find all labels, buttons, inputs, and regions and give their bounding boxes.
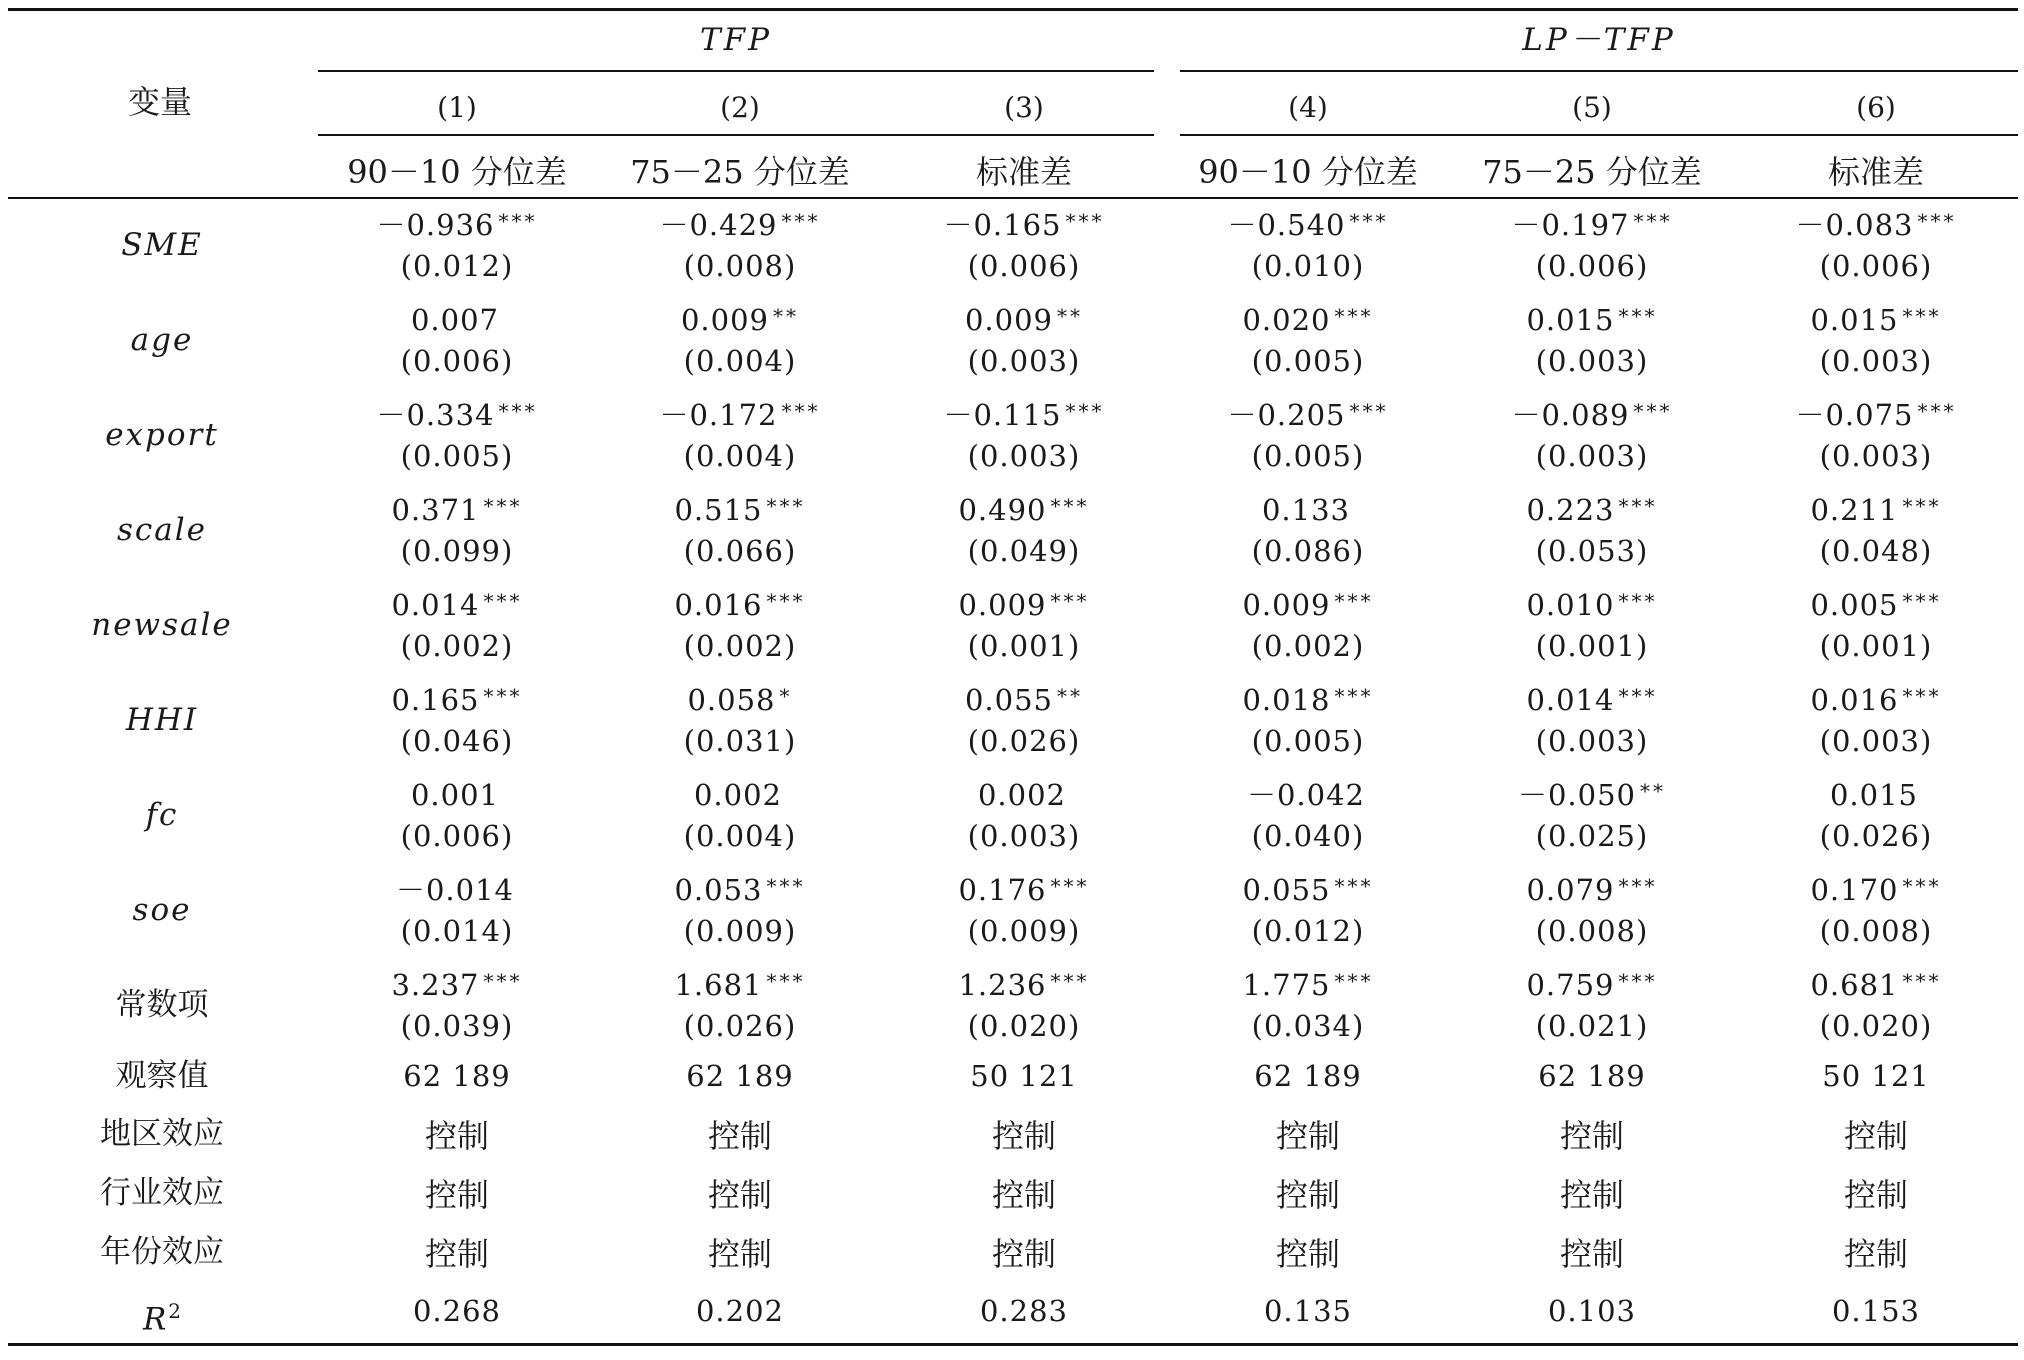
row-label-text: 地区效应 [100, 1116, 224, 1152]
standard-error: (0.021) [1535, 1009, 1649, 1043]
standard-error: (0.046) [400, 724, 514, 758]
group-rule-lp-tfp [1180, 70, 2018, 72]
coefficient-value: －0.540 [1227, 208, 1346, 242]
coefficient-value: 0.058 [687, 683, 776, 717]
stat-value: 控制 [1559, 1176, 1624, 1214]
stat-value: 控制 [424, 1176, 489, 1214]
significance-stars: *** [1334, 874, 1374, 898]
variable-name: 常数项 [115, 987, 209, 1023]
standard-error: (0.003) [1819, 439, 1933, 473]
stat-value: 控制 [1843, 1235, 1908, 1273]
standard-error: (0.009) [683, 914, 797, 948]
coefficient-value: 0.005 [1810, 588, 1899, 622]
standard-error: (0.004) [683, 819, 797, 853]
stat-value: 0.153 [1831, 1294, 1921, 1328]
coefficient-value: －0.075 [1795, 398, 1914, 432]
standard-error: (0.034) [1251, 1009, 1365, 1043]
stat-value: 控制 [1843, 1117, 1908, 1155]
significance-stars: *** [1334, 304, 1374, 328]
variable-name: newsale [91, 607, 233, 643]
coefficient-cell [1741, 682, 2011, 718]
standard-error: (0.049) [967, 534, 1081, 568]
column-label: 75－25 分位差 [1482, 153, 1702, 191]
coefficient-cell [322, 587, 592, 623]
standard-error: (0.004) [683, 439, 797, 473]
colnum-rule-tfp [318, 134, 1154, 136]
significance-stars: *** [1917, 399, 1957, 423]
coefficient-value: 0.009 [680, 303, 770, 337]
standard-error: (0.031) [683, 724, 797, 758]
row-label-text: 观察值 [115, 1058, 209, 1094]
significance-stars: *** [1618, 969, 1658, 993]
coefficient-cell [889, 777, 1159, 813]
standard-error: (0.003) [1535, 344, 1649, 378]
coefficient-cell [605, 207, 875, 243]
coefficient-value: 0.371 [391, 493, 480, 527]
coefficient-cell [1741, 967, 2011, 1003]
coefficient-cell [1741, 872, 2011, 908]
stat-value: 控制 [1559, 1235, 1624, 1273]
significance-stars: *** [1618, 684, 1658, 708]
coefficient-value: －0.205 [1227, 398, 1346, 432]
significance-stars: *** [498, 209, 538, 233]
variable-name: fc [145, 797, 179, 833]
standard-error: (0.086) [1251, 534, 1365, 568]
coefficient-value: 0.002 [977, 778, 1067, 812]
standard-error: (0.009) [967, 914, 1081, 948]
significance-stars: *** [1618, 874, 1658, 898]
standard-error: (0.006) [967, 249, 1081, 283]
coefficient-value: 0.007 [410, 303, 500, 337]
coefficient-value: 0.490 [958, 493, 1047, 527]
standard-error: (0.005) [1251, 439, 1365, 473]
stat-value: 50 121 [970, 1059, 1078, 1093]
header-bottom-rule [8, 197, 2018, 199]
stat-value: 50 121 [1822, 1059, 1930, 1093]
coefficient-cell [1457, 207, 1727, 243]
coefficient-value: 0.010 [1526, 588, 1615, 622]
stat-value: 0.202 [695, 1294, 785, 1328]
column-label: 标准差 [1827, 153, 1924, 191]
coefficient-cell [1173, 587, 1443, 623]
coefficient-cell [1741, 777, 2011, 813]
coefficient-value: 0.001 [410, 778, 500, 812]
significance-stars: *** [781, 399, 821, 423]
stat-value: 控制 [707, 1117, 772, 1155]
variable-header: 变量 [127, 83, 192, 121]
coefficient-cell [322, 967, 592, 1003]
coefficient-value: －0.165 [943, 208, 1062, 242]
row-label [32, 1173, 292, 1213]
coefficient-value: 0.015 [1829, 778, 1919, 812]
standard-error: (0.026) [683, 1009, 797, 1043]
significance-stars: *** [1902, 874, 1942, 898]
column-label: 90－10 分位差 [347, 153, 567, 191]
coefficient-value: 0.133 [1261, 493, 1351, 527]
variable-name: soe [132, 892, 192, 928]
coefficient-cell [605, 397, 875, 433]
stat-value: 控制 [424, 1235, 489, 1273]
significance-stars: *** [1917, 209, 1957, 233]
stat-value: 0.135 [1263, 1294, 1353, 1328]
coefficient-value: 0.009 [958, 588, 1047, 622]
coefficient-cell [605, 872, 875, 908]
coefficient-cell [889, 682, 1159, 718]
standard-error: (0.003) [1819, 344, 1933, 378]
coefficient-value: －0.042 [1246, 778, 1366, 812]
standard-error: (0.002) [400, 629, 514, 663]
column-number: (4) [1288, 91, 1328, 124]
significance-stars: *** [1618, 494, 1658, 518]
significance-stars: *** [1065, 399, 1105, 423]
coefficient-cell [605, 302, 875, 338]
significance-stars: ** [1640, 779, 1667, 803]
coefficient-value: 0.176 [958, 873, 1047, 907]
standard-error: (0.053) [1535, 534, 1649, 568]
coefficient-value: 0.009 [964, 303, 1054, 337]
stat-value: 控制 [707, 1235, 772, 1273]
standard-error: (0.020) [967, 1009, 1081, 1043]
stat-value: 控制 [1275, 1176, 1340, 1214]
coefficient-cell [322, 492, 592, 528]
standard-error: (0.003) [967, 344, 1081, 378]
coefficient-value: 0.211 [1810, 493, 1899, 527]
standard-error: (0.026) [967, 724, 1081, 758]
standard-error: (0.040) [1251, 819, 1365, 853]
row-label-text: 行业效应 [100, 1175, 224, 1211]
stat-value: 0.268 [412, 1294, 502, 1328]
significance-stars: ** [1057, 304, 1084, 328]
significance-stars: *** [1050, 874, 1090, 898]
significance-stars: *** [781, 209, 821, 233]
standard-error: (0.020) [1819, 1009, 1933, 1043]
coefficient-value: 0.079 [1526, 873, 1615, 907]
significance-stars: *** [1618, 589, 1658, 613]
row-label [32, 1114, 292, 1154]
group-header-lp-tfp: LP－TFP [1522, 22, 1676, 58]
standard-error: (0.005) [1251, 724, 1365, 758]
coefficient-value: 0.002 [693, 778, 783, 812]
standard-error: (0.048) [1819, 534, 1933, 568]
variable-name: HHI [125, 702, 199, 738]
column-label: 75－25 分位差 [630, 153, 850, 191]
significance-stars: *** [1349, 209, 1389, 233]
significance-stars: *** [766, 589, 806, 613]
coefficient-cell [322, 302, 592, 338]
column-label: 90－10 分位差 [1198, 153, 1418, 191]
significance-stars: *** [1902, 304, 1942, 328]
coefficient-cell [605, 492, 875, 528]
coefficient-value: 1.681 [674, 968, 763, 1002]
significance-stars: *** [1050, 969, 1090, 993]
coefficient-cell [1173, 777, 1443, 813]
coefficient-value: －0.050 [1517, 778, 1637, 812]
coefficient-value: 0.015 [1810, 303, 1899, 337]
standard-error: (0.066) [683, 534, 797, 568]
significance-stars: *** [1633, 399, 1673, 423]
significance-stars: *** [483, 494, 523, 518]
coefficient-cell [889, 397, 1159, 433]
significance-stars: *** [1618, 304, 1658, 328]
coefficient-cell [1741, 207, 2011, 243]
group-header-tfp: TFP [699, 22, 773, 58]
coefficient-cell [605, 587, 875, 623]
standard-error: (0.003) [967, 439, 1081, 473]
coefficient-cell [1457, 872, 1727, 908]
significance-stars: *** [1902, 969, 1942, 993]
significance-stars: *** [483, 589, 523, 613]
coefficient-value: －0.429 [659, 208, 778, 242]
standard-error: (0.002) [1251, 629, 1365, 663]
standard-error: (0.014) [400, 914, 514, 948]
coefficient-value: 0.018 [1242, 683, 1331, 717]
coefficient-cell [1741, 587, 2011, 623]
coefficient-value: －0.197 [1511, 208, 1630, 242]
coefficient-value: 0.015 [1526, 303, 1615, 337]
significance-stars: *** [1633, 209, 1673, 233]
coefficient-value: －0.115 [943, 398, 1062, 432]
coefficient-value: －0.172 [659, 398, 778, 432]
standard-error: (0.008) [1819, 914, 1933, 948]
column-number: (1) [437, 91, 477, 124]
significance-stars: ** [773, 304, 800, 328]
column-number: (2) [720, 91, 760, 124]
coefficient-value: 3.237 [391, 968, 480, 1002]
coefficient-value: 0.759 [1526, 968, 1615, 1002]
stat-value: 控制 [1559, 1117, 1624, 1155]
stat-value: 控制 [991, 1235, 1056, 1273]
coefficient-value: 0.016 [674, 588, 763, 622]
stat-value: 0.283 [979, 1294, 1069, 1328]
significance-stars: *** [766, 874, 806, 898]
significance-stars: *** [1902, 589, 1942, 613]
coefficient-cell [322, 872, 592, 908]
standard-error: (0.006) [1819, 249, 1933, 283]
column-label: 标准差 [975, 153, 1072, 191]
standard-error: (0.004) [683, 344, 797, 378]
standard-error: (0.001) [1535, 629, 1649, 663]
standard-error: (0.026) [1819, 819, 1933, 853]
row-label [32, 1056, 292, 1096]
standard-error: (0.002) [683, 629, 797, 663]
standard-error: (0.012) [1251, 914, 1365, 948]
significance-stars: *** [1334, 684, 1374, 708]
coefficient-value: 0.009 [1242, 588, 1331, 622]
stat-value: 62 189 [1538, 1059, 1646, 1093]
significance-stars: ** [1057, 684, 1084, 708]
standard-error: (0.006) [1535, 249, 1649, 283]
standard-error: (0.001) [967, 629, 1081, 663]
row-label [32, 1291, 292, 1339]
coefficient-cell [322, 777, 592, 813]
standard-error: (0.003) [1535, 439, 1649, 473]
coefficient-cell [889, 207, 1159, 243]
coefficient-value: 0.014 [1526, 683, 1615, 717]
significance-stars: *** [766, 494, 806, 518]
stat-value: 控制 [1843, 1176, 1908, 1214]
stat-value: 控制 [424, 1117, 489, 1155]
coefficient-cell [1173, 397, 1443, 433]
coefficient-value: 0.165 [391, 683, 480, 717]
significance-stars: * [779, 684, 793, 708]
coefficient-cell [1173, 207, 1443, 243]
stat-value: 控制 [991, 1117, 1056, 1155]
group-rule-tfp [318, 70, 1154, 72]
standard-error: (0.005) [1251, 344, 1365, 378]
coefficient-value: 1.236 [958, 968, 1047, 1002]
coefficient-cell [889, 967, 1159, 1003]
stat-value: 控制 [707, 1176, 772, 1214]
coefficient-cell [889, 872, 1159, 908]
significance-stars: *** [483, 684, 523, 708]
variable-name: export [105, 417, 219, 453]
coefficient-cell [1457, 682, 1727, 718]
stat-value: 控制 [1275, 1235, 1340, 1273]
standard-error: (0.001) [1819, 629, 1933, 663]
coefficient-value: －0.089 [1511, 398, 1630, 432]
significance-stars: *** [766, 969, 806, 993]
standard-error: (0.010) [1251, 249, 1365, 283]
coefficient-cell [1173, 872, 1443, 908]
superscript: 2 [168, 1299, 182, 1323]
significance-stars: *** [1902, 684, 1942, 708]
coefficient-cell [1741, 492, 2011, 528]
coefficient-value: －0.936 [376, 208, 495, 242]
coefficient-value: 0.170 [1810, 873, 1899, 907]
coefficient-value: －0.334 [376, 398, 495, 432]
significance-stars: *** [1349, 399, 1389, 423]
coefficient-cell [1741, 302, 2011, 338]
coefficient-cell [322, 207, 592, 243]
significance-stars: *** [1334, 589, 1374, 613]
coefficient-cell [1457, 587, 1727, 623]
column-number: (5) [1572, 91, 1612, 124]
coefficient-value: 0.681 [1810, 968, 1899, 1002]
coefficient-cell [322, 397, 592, 433]
bottom-rule [8, 1343, 2018, 1346]
coefficient-cell [1173, 967, 1443, 1003]
significance-stars: *** [1065, 209, 1105, 233]
row-label [32, 1232, 292, 1272]
coefficient-cell [1457, 967, 1727, 1003]
column-number: (3) [1004, 91, 1044, 124]
standard-error: (0.003) [1819, 724, 1933, 758]
top-rule [8, 8, 2018, 11]
coefficient-cell [1457, 397, 1727, 433]
coefficient-value: 0.020 [1242, 303, 1331, 337]
stat-value: 62 189 [1254, 1059, 1362, 1093]
standard-error: (0.008) [683, 249, 797, 283]
coefficient-cell [1741, 397, 2011, 433]
standard-error: (0.003) [967, 819, 1081, 853]
significance-stars: *** [483, 969, 523, 993]
coefficient-value: 0.016 [1810, 683, 1899, 717]
colnum-rule-lp-tfp [1180, 134, 2018, 136]
standard-error: (0.003) [1535, 724, 1649, 758]
coefficient-value: －0.014 [395, 873, 515, 907]
coefficient-value: 0.055 [964, 683, 1054, 717]
standard-error: (0.039) [400, 1009, 514, 1043]
column-number: (6) [1856, 91, 1896, 124]
coefficient-cell [1457, 492, 1727, 528]
variable-name: scale [116, 512, 207, 548]
standard-error: (0.012) [400, 249, 514, 283]
coefficient-value: 0.053 [674, 873, 763, 907]
coefficient-value: 0.515 [674, 493, 763, 527]
coefficient-value: 0.223 [1526, 493, 1615, 527]
coefficient-value: －0.083 [1795, 208, 1914, 242]
variable-name: age [130, 322, 194, 358]
standard-error: (0.025) [1535, 819, 1649, 853]
standard-error: (0.099) [400, 534, 514, 568]
coefficient-cell [1173, 682, 1443, 718]
standard-error: (0.008) [1535, 914, 1649, 948]
standard-error: (0.006) [400, 344, 514, 378]
significance-stars: *** [1050, 589, 1090, 613]
significance-stars: *** [1334, 969, 1374, 993]
coefficient-cell [322, 682, 592, 718]
coefficient-value: 0.014 [391, 588, 480, 622]
standard-error: (0.006) [400, 819, 514, 853]
coefficient-value: 0.055 [1242, 873, 1331, 907]
stat-value: 控制 [991, 1176, 1056, 1214]
standard-error: (0.005) [400, 439, 514, 473]
variable-name: SME [121, 227, 203, 263]
coefficient-value: 1.775 [1242, 968, 1331, 1002]
row-label-text: 年份效应 [100, 1234, 224, 1270]
stat-value: 控制 [1275, 1117, 1340, 1155]
coefficient-cell [889, 492, 1159, 528]
significance-stars: *** [1050, 494, 1090, 518]
significance-stars: *** [1902, 494, 1942, 518]
coefficient-cell [1173, 492, 1443, 528]
coefficient-cell [605, 967, 875, 1003]
stat-value: 62 189 [403, 1059, 511, 1093]
coefficient-cell [889, 302, 1159, 338]
stat-value: 0.103 [1547, 1294, 1637, 1328]
row-label-text: R [142, 1301, 169, 1338]
stat-value: 62 189 [686, 1059, 794, 1093]
significance-stars: *** [498, 399, 538, 423]
coefficient-cell [605, 777, 875, 813]
coefficient-cell [1457, 777, 1727, 813]
coefficient-cell [605, 682, 875, 718]
coefficient-cell [889, 587, 1159, 623]
coefficient-cell [1457, 302, 1727, 338]
coefficient-cell [1173, 302, 1443, 338]
